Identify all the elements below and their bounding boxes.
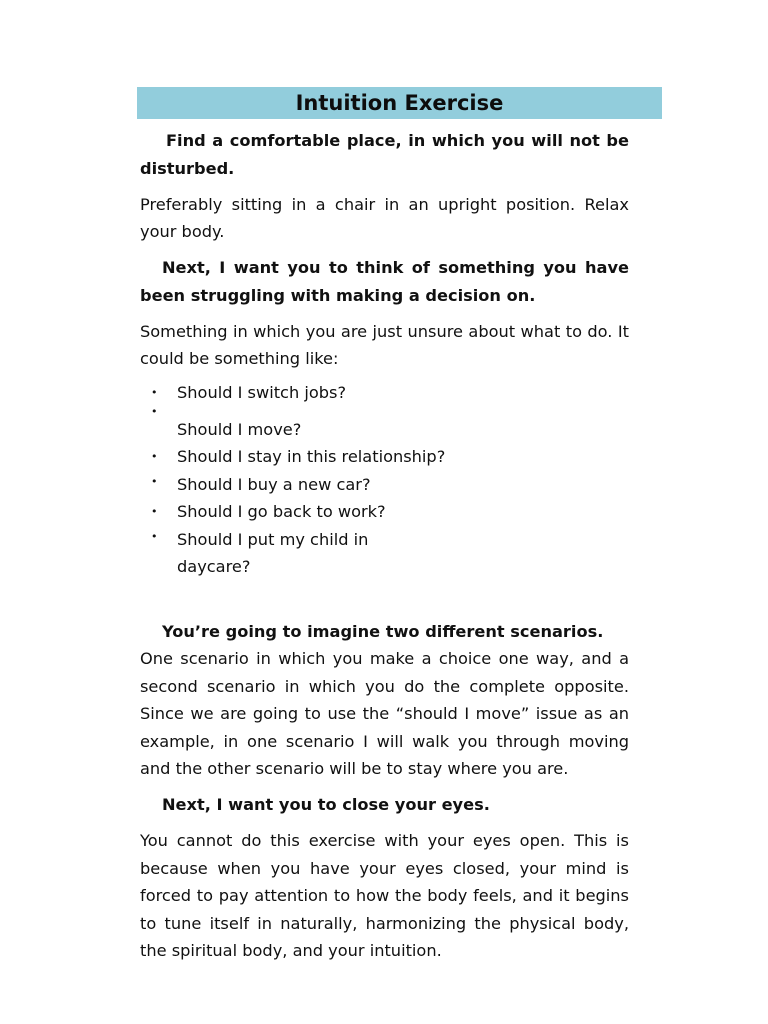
bullet-icon: • <box>151 529 158 543</box>
list-item <box>140 404 629 444</box>
paragraph-eyes-closed: You cannot do this exercise with your eyes open. This is because when you have your eyes closed, your mind is forced to pay attention to how the body feels, and it begins to tune itself in naturally, harmonizing the physical body, the spiritual body, and your intuition. <box>140 831 629 960</box>
bullet-icon: • <box>151 404 158 418</box>
list-item-text: Should I go back to work? <box>177 502 386 521</box>
instruction-think-decision: Next, I want you to think of something you have been struggling with making a decision on. <box>140 258 629 305</box>
bullet-icon: • <box>151 505 158 518</box>
section-gap <box>140 581 629 618</box>
bullet-icon: • <box>151 386 158 399</box>
list-item-text: Should I buy a new car? <box>177 474 371 494</box>
list-item <box>140 379 629 407</box>
list-item-text: Should I stay in this relationship? <box>177 447 446 466</box>
list-item <box>140 471 629 499</box>
list-item-text: Should I move? <box>177 419 302 439</box>
list-item-text: Should I switch jobs? <box>177 383 347 402</box>
list-item-text: Should I put my child in daycare? <box>177 529 369 576</box>
instruction-two-scenarios: You’re going to imagine two different scenarios. <box>162 621 604 641</box>
list-item <box>140 526 387 581</box>
paragraph-unsure: Something in which you are just unsure about what to do. It could be something like: <box>140 321 629 368</box>
page-title: Intuition Exercise <box>295 91 504 115</box>
bullet-icon: • <box>151 450 158 463</box>
body-content <box>140 127 629 973</box>
paragraph-scenarios: One scenario in which you make a choice one way, and a second scenario in which you do the complete opposite. Since we are going to use the “should I move” issue as an example, in one scenario I will walk you through moving and the other scenario will be to stay where you are. <box>140 649 629 778</box>
bullet-icon: • <box>151 474 158 488</box>
instruction-close-eyes: Next, I want you to close your eyes. <box>162 795 490 814</box>
instruction-find-place: Find a comfortable place, in which you will not be disturbed. <box>140 131 629 178</box>
list-item <box>140 443 629 471</box>
question-list <box>140 379 629 581</box>
list-item <box>140 498 629 526</box>
title-banner <box>137 87 662 119</box>
paragraph-sitting: Preferably sitting in a chair in an upright position. Relax your body. <box>140 194 629 241</box>
